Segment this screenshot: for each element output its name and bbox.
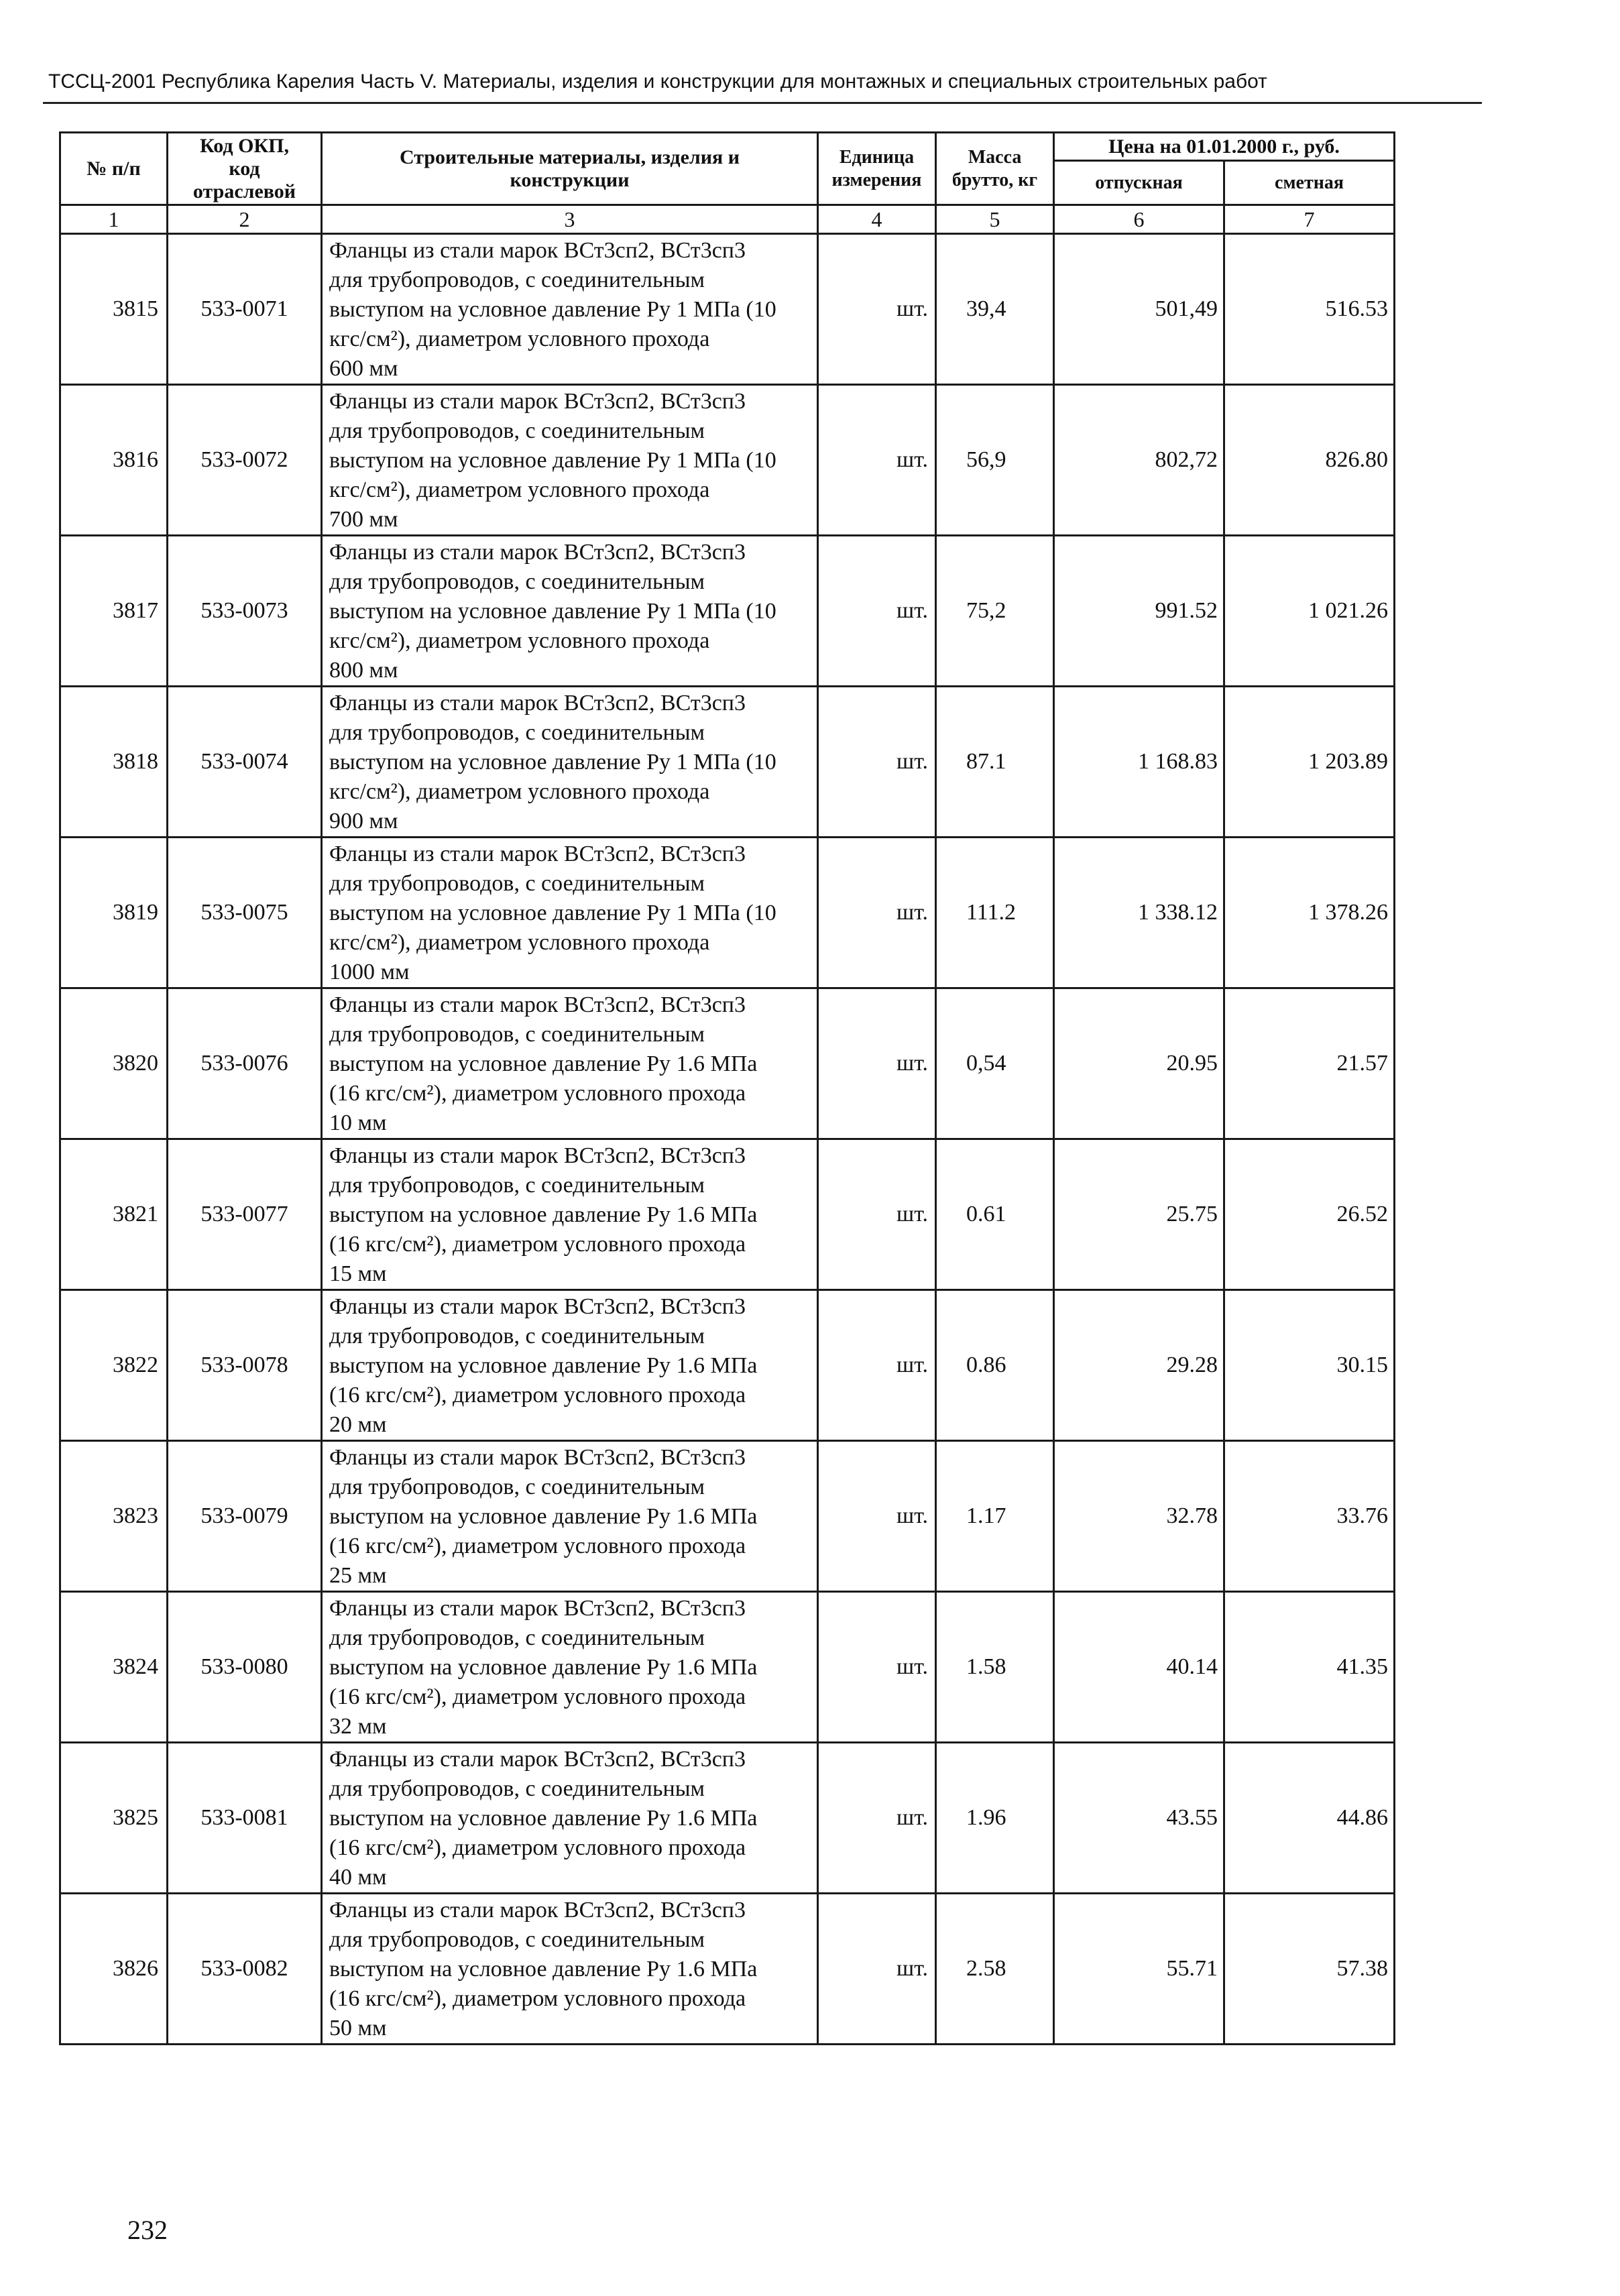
description-line: 700 мм [329,507,398,532]
row-price-release: 1 168.83 [1054,687,1224,838]
row-price-release: 1 338.12 [1054,838,1224,988]
description-line: для трубопроводов, с соединительным [329,1173,705,1198]
table-row [60,1743,1395,1894]
row-okp-code: 533-0076 [168,988,322,1139]
header-okp-line2: код [229,157,260,180]
row-mass: 0.61 [936,1139,1054,1290]
description-line: 600 мм [329,356,398,381]
table-row [60,1139,1395,1290]
row-price-release: 802,72 [1054,385,1224,536]
column-number: 4 [818,205,936,234]
row-description [322,1894,818,2045]
row-okp-code: 533-0082 [168,1894,322,2045]
page-header: ТССЦ-2001 Республика Карелия Часть V. Материалы, изделия и конструкции для монтажных и специальных строительных работ [48,70,1267,93]
table-row [60,687,1395,838]
description-line: для трубопроводов, с соединительным [329,1324,705,1348]
header-num: № п/п [60,133,168,205]
description-line: выступом на условное давление Ру 1 МПа (10 [329,901,776,925]
description-line: выступом на условное давление Ру 1 МПа (10 [329,599,776,624]
row-unit: шт. [818,1139,936,1290]
table-row [60,1290,1395,1441]
row-mass: 2.58 [936,1894,1054,2045]
row-unit: шт. [818,838,936,988]
row-number: 3821 [60,1139,168,1290]
description-line: выступом на условное давление Ру 1 МПа (10 [329,750,776,774]
column-number: 1 [60,205,168,234]
row-price-estimate: 33.76 [1224,1441,1395,1592]
row-price-estimate: 44.86 [1224,1743,1395,1894]
row-unit: шт. [818,1743,936,1894]
row-description [322,988,818,1139]
row-mass: 0,54 [936,988,1054,1139]
row-price-estimate: 21.57 [1224,988,1395,1139]
row-number: 3825 [60,1743,168,1894]
column-number: 6 [1054,205,1224,234]
row-price-release: 20.95 [1054,988,1224,1139]
row-unit: шт. [818,385,936,536]
description-line: (16 кгс/см²), диаметром условного прохода [329,1081,746,1106]
row-number: 3817 [60,536,168,687]
description-line: для трубопроводов, с соединительным [329,871,705,896]
description-line: для трубопроводов, с соединительным [329,1022,705,1047]
description-line: Фланцы из стали марок ВСт3сп2, ВСт3сп3 [329,1445,746,1470]
header-mass-line2: брутто, кг [951,169,1038,190]
row-number: 3818 [60,687,168,838]
description-line: 40 мм [329,1865,387,1890]
description-line: 900 мм [329,809,398,834]
description-line: выступом на условное давление Ру 1.6 МПа [329,1051,758,1076]
header-unit-line1: Единица [839,146,915,168]
row-price-estimate: 26.52 [1224,1139,1395,1290]
row-unit: шт. [818,1290,936,1441]
header-materials-line2: конструкции [510,168,630,191]
row-mass: 0.86 [936,1290,1054,1441]
description-line: Фланцы из стали марок ВСт3сп2, ВСт3сп3 [329,1747,746,1772]
table-row [60,1441,1395,1592]
description-line: для трубопроводов, с соединительным [329,1927,705,1952]
row-number: 3820 [60,988,168,1139]
row-mass: 75,2 [936,536,1054,687]
header-mass-line1: Масса [968,146,1022,168]
row-description [322,234,818,385]
description-line: 50 мм [329,2016,387,2041]
description-line: кгс/см²), диаметром условного прохода [329,930,710,955]
header-materials-line1: Строительные материалы, изделия и [399,146,740,168]
row-number: 3819 [60,838,168,988]
description-line: кгс/см²), диаметром условного прохода [329,628,710,653]
row-number: 3816 [60,385,168,536]
row-number: 3824 [60,1592,168,1743]
header-unit [818,133,936,205]
row-okp-code: 533-0071 [168,234,322,385]
header-okp-line1: Код ОКП, [200,134,289,157]
description-line: (16 кгс/см²), диаметром условного прохода [329,1835,746,1860]
description-line: 20 мм [329,1412,387,1437]
price-table [59,131,1395,2045]
row-description [322,1592,818,1743]
table-body [60,234,1395,2045]
description-line: выступом на условное давление Ру 1.6 МПа [329,1504,758,1529]
description-line: для трубопроводов, с соединительным [329,720,705,745]
row-number: 3826 [60,1894,168,2045]
row-okp-code: 533-0078 [168,1290,322,1441]
header-unit-line2: измерения [831,169,922,190]
row-mass: 111.2 [936,838,1054,988]
column-number: 3 [322,205,818,234]
row-price-estimate: 1 021.26 [1224,536,1395,687]
row-okp-code: 533-0072 [168,385,322,536]
column-number: 5 [936,205,1054,234]
description-line: Фланцы из стали марок ВСт3сп2, ВСт3сп3 [329,992,746,1017]
table-row [60,1894,1395,2045]
row-okp-code: 533-0081 [168,1743,322,1894]
row-number: 3822 [60,1290,168,1441]
description-line: 25 мм [329,1563,387,1588]
description-line: (16 кгс/см²), диаметром условного прохода [329,1684,746,1709]
description-line: (16 кгс/см²), диаметром условного прохода [329,1383,746,1408]
description-line: выступом на условное давление Ру 1.6 МПа [329,1806,758,1831]
row-unit: шт. [818,687,936,838]
description-line: 10 мм [329,1110,387,1135]
row-price-estimate: 41.35 [1224,1592,1395,1743]
page-number: 232 [127,2215,168,2245]
row-unit: шт. [818,1592,936,1743]
description-line: Фланцы из стали марок ВСт3сп2, ВСт3сп3 [329,389,746,414]
description-line: для трубопроводов, с соединительным [329,569,705,594]
description-line: для трубопроводов, с соединительным [329,1625,705,1650]
row-price-release: 32.78 [1054,1441,1224,1592]
description-line: Фланцы из стали марок ВСт3сп2, ВСт3сп3 [329,842,746,866]
table-row [60,838,1395,988]
header-okp-line3: отраслевой [192,180,296,203]
row-price-estimate: 826.80 [1224,385,1395,536]
row-description [322,1441,818,1592]
description-line: выступом на условное давление Ру 1.6 МПа [329,1202,758,1227]
row-number: 3815 [60,234,168,385]
row-price-release: 29.28 [1054,1290,1224,1441]
row-price-release: 55.71 [1054,1894,1224,2045]
description-line: Фланцы из стали марок ВСт3сп2, ВСт3сп3 [329,1294,746,1319]
description-line: (16 кгс/см²), диаметром условного прохода [329,1232,746,1257]
header-rule [43,102,1482,104]
description-line: для трубопроводов, с соединительным [329,1475,705,1499]
row-mass: 39,4 [936,234,1054,385]
description-line: Фланцы из стали марок ВСт3сп2, ВСт3сп3 [329,1898,746,1922]
row-mass: 56,9 [936,385,1054,536]
table-row [60,234,1395,385]
row-description [322,687,818,838]
description-line: выступом на условное давление Ру 1 МПа (10 [329,448,776,473]
row-okp-code: 533-0077 [168,1139,322,1290]
row-description [322,1743,818,1894]
description-line: 32 мм [329,1714,387,1739]
row-price-release: 501,49 [1054,234,1224,385]
row-unit: шт. [818,1894,936,2045]
description-line: Фланцы из стали марок ВСт3сп2, ВСт3сп3 [329,1143,746,1168]
row-mass: 1.96 [936,1743,1054,1894]
row-unit: шт. [818,988,936,1139]
description-line: Фланцы из стали марок ВСт3сп2, ВСт3сп3 [329,1596,746,1621]
description-line: для трубопроводов, с соединительным [329,418,705,443]
description-line: кгс/см²), диаметром условного прохода [329,779,710,804]
row-description [322,536,818,687]
row-unit: шт. [818,234,936,385]
row-mass: 87.1 [936,687,1054,838]
row-unit: шт. [818,1441,936,1592]
header-mass [936,133,1054,205]
description-line: Фланцы из стали марок ВСт3сп2, ВСт3сп3 [329,238,746,263]
row-price-release: 25.75 [1054,1139,1224,1290]
description-line: кгс/см²), диаметром условного прохода [329,327,710,351]
row-okp-code: 533-0073 [168,536,322,687]
header-okp-code [168,133,322,205]
row-okp-code: 533-0080 [168,1592,322,1743]
description-line: Фланцы из стали марок ВСт3сп2, ВСт3сп3 [329,540,746,565]
header-price-group: Цена на 01.01.2000 г., руб. [1054,133,1395,161]
row-price-estimate: 30.15 [1224,1290,1395,1441]
row-price-release: 991.52 [1054,536,1224,687]
table-row [60,385,1395,536]
description-line: 15 мм [329,1261,387,1286]
header-price-estimate: сметная [1224,161,1395,205]
description-line: для трубопроводов, с соединительным [329,268,705,292]
description-line: Фланцы из стали марок ВСт3сп2, ВСт3сп3 [329,691,746,715]
row-okp-code: 533-0079 [168,1441,322,1592]
row-description [322,1139,818,1290]
row-price-estimate: 1 378.26 [1224,838,1395,988]
table-row [60,536,1395,687]
column-number: 2 [168,205,322,234]
row-unit: шт. [818,536,936,687]
description-line: выступом на условное давление Ру 1.6 МПа [329,1957,758,1982]
row-price-release: 43.55 [1054,1743,1224,1894]
description-line: 800 мм [329,658,398,683]
description-line: 1000 мм [329,960,410,984]
row-okp-code: 533-0075 [168,838,322,988]
row-number: 3823 [60,1441,168,1592]
description-line: (16 кгс/см²), диаметром условного прохода [329,1986,746,2011]
header-price-release: отпускная [1054,161,1224,205]
row-mass: 1.58 [936,1592,1054,1743]
row-description [322,838,818,988]
row-description [322,1290,818,1441]
description-line: кгс/см²), диаметром условного прохода [329,477,710,502]
row-description [322,385,818,536]
description-line: выступом на условное давление Ру 1.6 МПа [329,1353,758,1378]
row-price-estimate: 1 203.89 [1224,687,1395,838]
table-row [60,1592,1395,1743]
table-row [60,988,1395,1139]
row-okp-code: 533-0074 [168,687,322,838]
column-number: 7 [1224,205,1395,234]
row-price-estimate: 516.53 [1224,234,1395,385]
header-materials [322,133,818,205]
column-number-row [60,205,1395,234]
description-line: для трубопроводов, с соединительным [329,1776,705,1801]
description-line: выступом на условное давление Ру 1.6 МПа [329,1655,758,1680]
row-price-estimate: 57.38 [1224,1894,1395,2045]
description-line: (16 кгс/см²), диаметром условного прохода [329,1534,746,1558]
row-price-release: 40.14 [1054,1592,1224,1743]
row-mass: 1.17 [936,1441,1054,1592]
description-line: выступом на условное давление Ру 1 МПа (10 [329,297,776,322]
